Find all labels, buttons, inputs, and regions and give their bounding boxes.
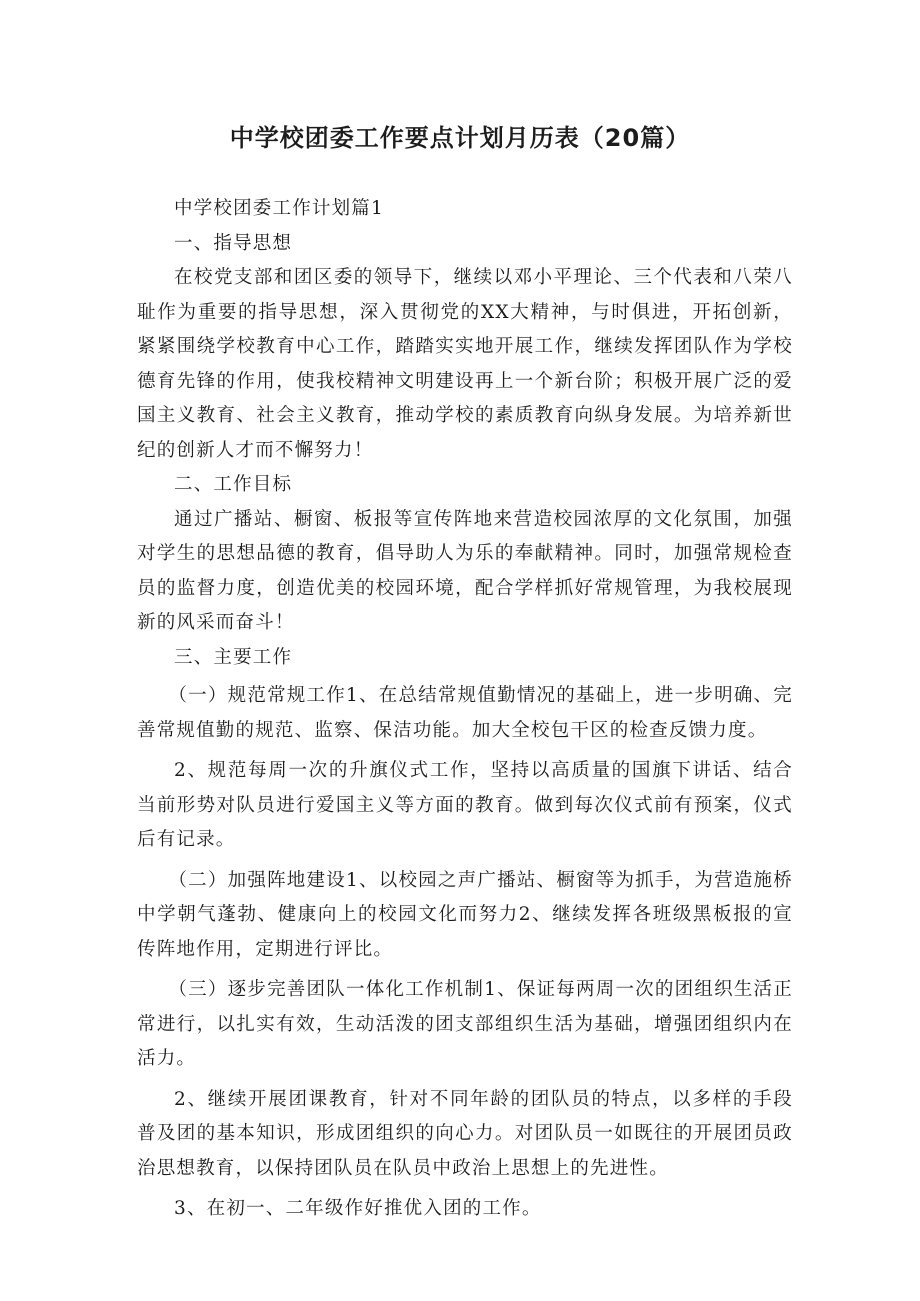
section-body-work-goals: 通过广播站、橱窗、板报等宣传阵地来营造校园浓厚的文化氛围，加强对学生的思想品德的教育，倡导助人为乐的奉献精神。同时，加强常规检查员的监督力度，创造优美的校园环境，配合学样抓好常规管理，为我校展现新的风采而奋斗！ <box>137 508 793 633</box>
paragraph-routine-work: （一）规范常规工作1、在总结常规值勤情况的基础上，进一步明确、完善常规值勤的规范、监察、保洁功能。加大全校包干区的检查反馈力度。 <box>137 685 793 741</box>
paragraph-recommend-members: 3、在初一、二年级作好推优入团的工作。 <box>174 1198 542 1219</box>
document-title: 中学校团委工作要点计划月历表（20篇） <box>229 124 691 152</box>
section-heading-main-work: 三、主要工作 <box>174 646 293 668</box>
paragraph-position-building: （二）加强阵地建设1、以校园之声广播站、橱窗等为抓手，为营造施桥中学朝气蓬勃、健康向上的校园文化而努力2、继续发挥各班级黑板报的宣传阵地作用，定期进行评比。 <box>137 869 793 960</box>
paragraph-league-lessons: 2、继续开展团课教育，针对不同年龄的团队员的特点，以多样的手段普及团的基本知识，形成团组织的向心力。对团队员一如既往的开展团员政治思想教育，以保持团队员在队员中政治上思想上的先进性。 <box>137 1088 793 1179</box>
document-body <box>137 192 793 1227</box>
section-body-guiding-ideology: 在校党支部和团区委的领导下，继续以邓小平理论、三个代表和八荣八耻作为重要的指导思想，深入贯彻党的XX大精神，与时俱进，开拓创新，紧紧围绕学校教育中心工作，踏踏实实地开展工作，继续发挥团队作为学校德育先锋的作用，使我校精神文明建设再上一个新台阶；积极开展广泛的爱国主义教育、社会主义教育，推动学校的素质教育向纵身发展。为培养新世纪的创新人才而不懈努力！ <box>137 267 793 461</box>
paragraph-flag-ceremony: 2、规范每周一次的升旗仪式工作，坚持以高质量的国旗下讲话、结合当前形势对队员进行爱国主义等方面的教育。做到每次仪式前有预案，仪式后有记录。 <box>137 760 793 850</box>
section-heading-work-goals: 二、工作目标 <box>174 474 293 495</box>
paragraph-integration-mechanism: （三）逐步完善团队一体化工作机制1、保证每两周一次的团组织生活正常进行，以扎实有效，生动活泼的团支部组织生活为基础，增强团组织内在活力。 <box>137 979 793 1069</box>
document-subtitle: 中学校团委工作计划篇1 <box>174 198 384 219</box>
section-heading-guiding-ideology: 一、指导思想 <box>174 232 293 254</box>
